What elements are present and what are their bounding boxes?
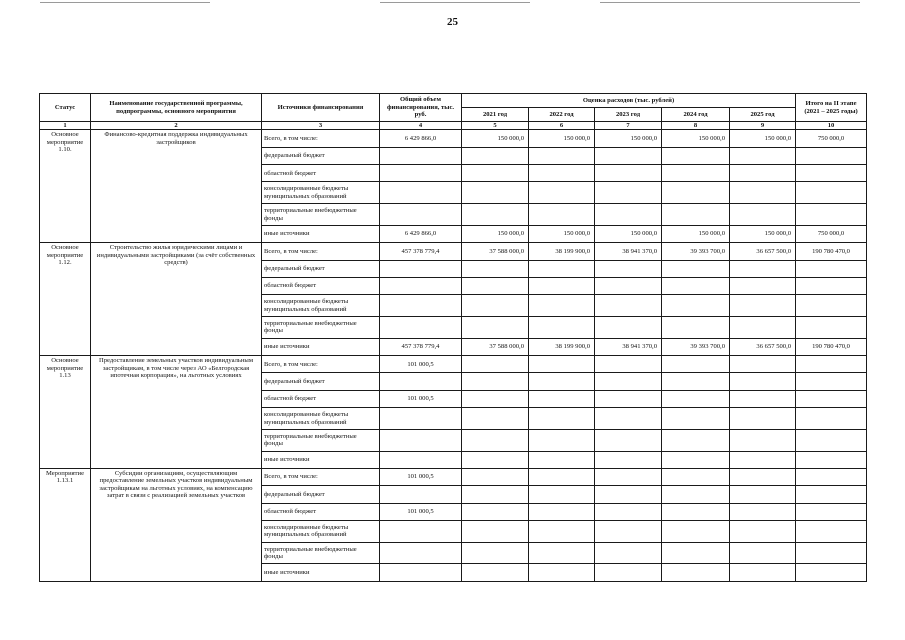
block-status: Основное мероприятие 1.12. xyxy=(40,243,91,356)
year-value-cell: 150 000,0 xyxy=(662,130,730,147)
year-value-cell xyxy=(730,542,796,564)
year-value-cell xyxy=(529,373,595,390)
total-value-cell xyxy=(380,542,462,564)
source-label: федеральный бюджет xyxy=(262,373,380,390)
year-value-cell xyxy=(529,521,595,543)
column-number: 9 xyxy=(730,122,796,130)
year-value-cell: 38 199 900,0 xyxy=(529,243,595,260)
header-source: Источники финансирования xyxy=(262,94,380,122)
top-rule-mid xyxy=(380,2,530,3)
stage-total-cell xyxy=(796,390,867,407)
year-value-cell xyxy=(462,486,529,503)
stage-total-cell xyxy=(796,564,867,582)
year-value-cell xyxy=(529,564,595,582)
year-value-cell xyxy=(730,390,796,407)
source-label: консолидированные бюджеты муниципальных образований xyxy=(262,182,380,204)
column-number: 3 xyxy=(262,122,380,130)
year-value-cell xyxy=(462,429,529,451)
source-label: Всего, в том числе: xyxy=(262,356,380,373)
year-value-cell xyxy=(529,356,595,373)
year-value-cell xyxy=(662,503,730,520)
header-status: Статус xyxy=(40,94,91,122)
year-value-cell xyxy=(662,486,730,503)
source-label: Всего, в том числе: xyxy=(262,130,380,147)
header-year: 2022 год xyxy=(529,108,595,122)
year-value-cell xyxy=(462,182,529,204)
year-value-cell xyxy=(662,182,730,204)
year-value-cell xyxy=(462,542,529,564)
stage-total-cell xyxy=(796,260,867,277)
year-value-cell xyxy=(462,521,529,543)
year-value-cell: 150 000,0 xyxy=(595,130,662,147)
total-value-cell xyxy=(380,260,462,277)
header-stage-total: Итого на II этапе (2021 – 2025 годы) xyxy=(796,94,867,122)
stage-total-cell xyxy=(796,542,867,564)
year-value-cell xyxy=(529,277,595,294)
total-value-cell xyxy=(380,204,462,226)
year-value-cell: 150 000,0 xyxy=(730,130,796,147)
year-value-cell xyxy=(462,147,529,164)
total-value-cell: 457 378 779,4 xyxy=(380,338,462,355)
column-number: 4 xyxy=(380,122,462,130)
year-value-cell xyxy=(529,182,595,204)
source-label: консолидированные бюджеты муниципальных образований xyxy=(262,408,380,430)
top-rule-left xyxy=(40,2,210,3)
total-value-cell: 6 429 866,0 xyxy=(380,225,462,242)
top-rule-right xyxy=(600,2,860,3)
year-value-cell xyxy=(462,564,529,582)
year-value-cell xyxy=(730,182,796,204)
year-value-cell xyxy=(529,429,595,451)
block-name: Субсидии организациям, осуществляющим предоставление земельных участков индивидуальным застройщикам на льготных условиях, на компенсацию затрат в связи с реализацией земельных участков xyxy=(91,468,262,581)
year-value-cell xyxy=(662,260,730,277)
source-label: территориальные внебюджетные фонды xyxy=(262,542,380,564)
year-value-cell xyxy=(595,260,662,277)
year-value-cell: 38 941 370,0 xyxy=(595,243,662,260)
source-label: иные источники xyxy=(262,451,380,468)
year-value-cell xyxy=(529,204,595,226)
column-number: 7 xyxy=(595,122,662,130)
total-value-cell xyxy=(380,429,462,451)
year-value-cell xyxy=(529,451,595,468)
total-value-cell xyxy=(380,521,462,543)
year-value-cell: 37 588 000,0 xyxy=(462,243,529,260)
source-label: иные источники xyxy=(262,225,380,242)
year-value-cell: 38 199 900,0 xyxy=(529,338,595,355)
total-value-cell xyxy=(380,486,462,503)
year-value-cell xyxy=(529,542,595,564)
total-value-cell: 101 000,5 xyxy=(380,356,462,373)
column-number: 6 xyxy=(529,122,595,130)
year-value-cell: 38 941 370,0 xyxy=(595,338,662,355)
year-value-cell xyxy=(662,295,730,317)
year-value-cell xyxy=(462,260,529,277)
column-number-row xyxy=(40,122,867,130)
year-value-cell xyxy=(529,486,595,503)
header-total: Общий объем финансирования, тыс. руб. xyxy=(380,94,462,122)
column-number: 1 xyxy=(40,122,91,130)
table-body xyxy=(40,130,867,582)
source-label: территориальные внебюджетные фонды xyxy=(262,429,380,451)
total-value-cell xyxy=(380,147,462,164)
stage-total-cell: 190 780 470,0 xyxy=(796,243,867,260)
year-value-cell xyxy=(662,147,730,164)
year-value-cell xyxy=(595,468,662,485)
year-value-cell xyxy=(595,564,662,582)
block-name: Строительство жилья юридическими лицами и индивидуальными застройщиками (за счёт собственных средств) xyxy=(91,243,262,356)
year-value-cell xyxy=(595,356,662,373)
year-value-cell xyxy=(462,204,529,226)
source-label: Всего, в том числе: xyxy=(262,468,380,485)
year-value-cell xyxy=(529,165,595,182)
source-label: федеральный бюджет xyxy=(262,486,380,503)
source-label: консолидированные бюджеты муниципальных образований xyxy=(262,295,380,317)
block-status: Основное мероприятие 1.13 xyxy=(40,356,91,469)
block-name: Финансово-кредитная поддержка индивидуальных застройщиков xyxy=(91,130,262,243)
source-label: иные источники xyxy=(262,564,380,582)
total-value-cell: 457 378 779,4 xyxy=(380,243,462,260)
table-row xyxy=(40,243,867,260)
year-value-cell xyxy=(529,468,595,485)
year-value-cell: 39 393 700,0 xyxy=(662,338,730,355)
total-value-cell xyxy=(380,182,462,204)
year-value-cell xyxy=(662,317,730,339)
year-value-cell xyxy=(662,390,730,407)
year-value-cell: 150 000,0 xyxy=(595,225,662,242)
year-value-cell xyxy=(595,521,662,543)
year-value-cell xyxy=(662,204,730,226)
year-value-cell xyxy=(595,408,662,430)
stage-total-cell xyxy=(796,486,867,503)
block-status: Мероприятие 1.13.1 xyxy=(40,468,91,581)
year-value-cell xyxy=(730,486,796,503)
column-number: 5 xyxy=(462,122,529,130)
year-value-cell xyxy=(662,564,730,582)
table-row xyxy=(40,130,867,147)
column-number: 8 xyxy=(662,122,730,130)
year-value-cell xyxy=(595,147,662,164)
year-value-cell xyxy=(662,408,730,430)
year-value-cell xyxy=(730,451,796,468)
stage-total-cell xyxy=(796,277,867,294)
year-value-cell xyxy=(595,317,662,339)
year-value-cell xyxy=(462,295,529,317)
stage-total-cell xyxy=(796,204,867,226)
source-label: консолидированные бюджеты муниципальных образований xyxy=(262,521,380,543)
total-value-cell xyxy=(380,277,462,294)
table-row xyxy=(40,468,867,485)
year-value-cell xyxy=(462,165,529,182)
year-value-cell xyxy=(662,521,730,543)
stage-total-cell xyxy=(796,429,867,451)
year-value-cell xyxy=(595,277,662,294)
year-value-cell xyxy=(595,373,662,390)
year-value-cell xyxy=(730,317,796,339)
year-value-cell xyxy=(595,204,662,226)
year-value-cell: 39 393 700,0 xyxy=(662,243,730,260)
total-value-cell: 101 000,5 xyxy=(380,390,462,407)
stage-total-cell xyxy=(796,182,867,204)
stage-total-cell: 190 780 470,0 xyxy=(796,338,867,355)
stage-total-cell xyxy=(796,356,867,373)
total-value-cell xyxy=(380,408,462,430)
year-value-cell xyxy=(662,277,730,294)
year-value-cell xyxy=(662,429,730,451)
year-value-cell xyxy=(529,408,595,430)
year-value-cell xyxy=(529,147,595,164)
year-value-cell: 37 588 000,0 xyxy=(462,338,529,355)
table-row xyxy=(40,356,867,373)
year-value-cell xyxy=(462,390,529,407)
year-value-cell: 150 000,0 xyxy=(462,225,529,242)
stage-total-cell xyxy=(796,165,867,182)
year-value-cell xyxy=(462,356,529,373)
budget-table xyxy=(39,93,867,582)
year-value-cell xyxy=(662,451,730,468)
year-value-cell xyxy=(730,260,796,277)
year-value-cell xyxy=(462,317,529,339)
total-value-cell: 101 000,5 xyxy=(380,468,462,485)
source-label: областной бюджет xyxy=(262,165,380,182)
year-value-cell: 150 000,0 xyxy=(529,225,595,242)
year-value-cell xyxy=(730,373,796,390)
year-value-cell xyxy=(595,503,662,520)
year-value-cell xyxy=(529,503,595,520)
year-value-cell xyxy=(595,429,662,451)
year-value-cell xyxy=(730,165,796,182)
stage-total-cell xyxy=(796,521,867,543)
year-value-cell xyxy=(595,295,662,317)
source-label: федеральный бюджет xyxy=(262,147,380,164)
source-label: иные источники xyxy=(262,338,380,355)
year-value-cell xyxy=(730,295,796,317)
stage-total-cell xyxy=(796,295,867,317)
total-value-cell xyxy=(380,564,462,582)
header-year: 2023 год xyxy=(595,108,662,122)
year-value-cell xyxy=(730,564,796,582)
stage-total-cell xyxy=(796,317,867,339)
year-value-cell xyxy=(662,373,730,390)
year-value-cell xyxy=(730,277,796,294)
source-label: территориальные внебюджетные фонды xyxy=(262,317,380,339)
year-value-cell: 150 000,0 xyxy=(529,130,595,147)
header-year: 2025 год xyxy=(730,108,796,122)
year-value-cell xyxy=(730,204,796,226)
total-value-cell xyxy=(380,317,462,339)
column-number: 2 xyxy=(91,122,262,130)
block-status: Основное мероприятие 1.10. xyxy=(40,130,91,243)
header-estimate: Оценка расходов (тыс. рублей) xyxy=(462,94,796,108)
stage-total-cell xyxy=(796,451,867,468)
year-value-cell xyxy=(662,165,730,182)
year-value-cell xyxy=(529,260,595,277)
source-label: Всего, в том числе: xyxy=(262,243,380,260)
year-value-cell xyxy=(595,390,662,407)
total-value-cell: 101 000,5 xyxy=(380,503,462,520)
total-value-cell xyxy=(380,373,462,390)
year-value-cell xyxy=(595,165,662,182)
stage-total-cell xyxy=(796,147,867,164)
year-value-cell xyxy=(595,451,662,468)
source-label: областной бюджет xyxy=(262,277,380,294)
year-value-cell xyxy=(595,542,662,564)
year-value-cell xyxy=(730,521,796,543)
column-number: 10 xyxy=(796,122,867,130)
year-value-cell xyxy=(462,277,529,294)
year-value-cell xyxy=(730,356,796,373)
year-value-cell xyxy=(462,503,529,520)
total-value-cell xyxy=(380,165,462,182)
stage-total-cell: 750 000,0 xyxy=(796,130,867,147)
source-label: областной бюджет xyxy=(262,503,380,520)
year-value-cell xyxy=(730,503,796,520)
year-value-cell xyxy=(730,408,796,430)
year-value-cell xyxy=(595,486,662,503)
year-value-cell xyxy=(595,182,662,204)
total-value-cell xyxy=(380,451,462,468)
source-label: федеральный бюджет xyxy=(262,260,380,277)
year-value-cell xyxy=(529,317,595,339)
year-value-cell xyxy=(662,542,730,564)
header-year: 2024 год xyxy=(662,108,730,122)
total-value-cell: 6 429 866,0 xyxy=(380,130,462,147)
stage-total-cell xyxy=(796,468,867,485)
year-value-cell xyxy=(462,468,529,485)
header-name: Наименование государственной программы, подпрограммы, основного мероприятия xyxy=(91,94,262,122)
year-value-cell: 150 000,0 xyxy=(662,225,730,242)
stage-total-cell: 750 000,0 xyxy=(796,225,867,242)
year-value-cell xyxy=(730,429,796,451)
total-value-cell xyxy=(380,295,462,317)
year-value-cell: 36 657 500,0 xyxy=(730,338,796,355)
year-value-cell xyxy=(462,373,529,390)
year-value-cell xyxy=(662,356,730,373)
year-value-cell: 150 000,0 xyxy=(462,130,529,147)
year-value-cell: 36 657 500,0 xyxy=(730,243,796,260)
year-value-cell xyxy=(730,147,796,164)
source-label: территориальные внебюджетные фонды xyxy=(262,204,380,226)
page-number: 25 xyxy=(447,16,458,28)
year-value-cell xyxy=(462,451,529,468)
source-label: областной бюджет xyxy=(262,390,380,407)
year-value-cell xyxy=(529,295,595,317)
year-value-cell xyxy=(462,408,529,430)
year-value-cell xyxy=(662,468,730,485)
header-year: 2021 год xyxy=(462,108,529,122)
stage-total-cell xyxy=(796,373,867,390)
year-value-cell xyxy=(730,468,796,485)
year-value-cell xyxy=(529,390,595,407)
year-value-cell: 150 000,0 xyxy=(730,225,796,242)
stage-total-cell xyxy=(796,408,867,430)
block-name: Предоставление земельных участков индивидуальным застройщикам, в том числе через АО «Белгородская ипотечная корпорация», на льготных условиях xyxy=(91,356,262,469)
stage-total-cell xyxy=(796,503,867,520)
